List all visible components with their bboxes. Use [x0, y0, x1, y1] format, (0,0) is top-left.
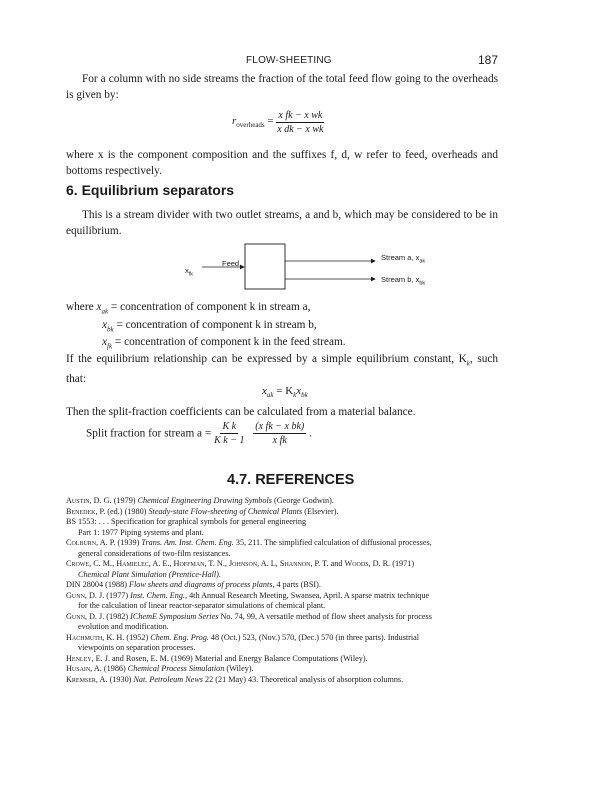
definition-row: where $x_{ak}$ = concentration of component k in stream a, — [66, 301, 311, 316]
definition-row: $x_{fk}$ = concentration of component k in the feed stream. — [102, 336, 346, 351]
separator-box — [245, 244, 285, 289]
split-fraction-denominator-2: x fk — [272, 435, 287, 446]
stream-a-label: Stream a, $x_{ak}$ — [381, 253, 426, 265]
material-balance-paragraph: Then the split-fraction coefficients can be calculated from a material balance. — [66, 406, 416, 418]
reference-item: Colburn, A. P. (1939) Trans. Am. Inst. Chem. Eng. 35, 211. The simplified calculation of diffusional processes, general considerations of two-film resistances. — [66, 538, 432, 558]
reference-item: Gunn, D. J. (1977) Inst. Chem. Eng., 4th Annual Research Meeting, Swansea, April. A sparse matrix technique for the calculation of linear reactor-separator simulations of chemical plant. — [66, 590, 430, 610]
intro-paragraph: For a column with no side streams the fraction of the total feed flow going to the overheads is given by: — [66, 73, 498, 101]
reference-item: Gunn, D. J. (1982) IChemE Symposium Series No. 74, 99, A versatile method of flow sheet analysis for process evolution and modification. — [66, 611, 432, 631]
reference-item: DIN 28004 (1988) Flow sheets and diagrams of process plants, 4 parts (BSI). — [66, 580, 321, 589]
equilibrium-separator-diagram — [170, 242, 430, 294]
split-fraction-label: Split fraction for stream a = — [86, 427, 212, 440]
stream-divider-paragraph: This is a stream divider with two outlet streams, a and b, which may be considered to be in equilibrium. — [66, 209, 498, 237]
split-fraction-numerator-2: (x fk − x bk) — [255, 421, 305, 432]
definition-row: $x_{bk}$ = concentration of component k in stream b, — [102, 319, 317, 334]
feed-label: Feed — [222, 259, 240, 268]
reference-item: Benedek, P. (ed.) (1980) Steady-state Flow-sheeting of Chemical Plants (Elsevier). — [66, 506, 339, 516]
reference-item: Husain, A. (1986) Chemical Process Simulation (Wiley). — [66, 664, 254, 673]
suffix-definition-paragraph: where x is the component composition and the suffixes f, d, w refer to feed, overheads and bottoms respectively. — [66, 149, 498, 177]
reference-item: Hachmuth, K. H. (1952) Chem. Eng. Prog. 48 (Oct.) 523, (Nov.) 570, (Dec.) 570 (in three parts). Industrial viewpoints on separation processes. — [66, 632, 420, 652]
reference-item: Henley, E. J. and Rosen, E. M. (1969) Material and Energy Balance Computations (Wiley). — [66, 653, 368, 663]
feed-variable: $x_{fk}$ — [185, 266, 194, 278]
stream-b-label: Stream b, $x_{bk}$ — [381, 275, 426, 287]
references-heading: 4.7. REFERENCES — [227, 472, 355, 488]
reference-list — [66, 496, 506, 685]
reference-item: Austin, D. G. (1979) Chemical Engineering Drawing Symbols (George Godwin). — [66, 496, 334, 505]
overheads-fraction-equation: $r_{overheads}$ = $\frac{\text{x fk − x wk}}{\text{x dk − x wk}}$ — [232, 110, 324, 135]
reference-item: Crowe, C. M., Hamielec, A. E., Hoffman, T. N., Johnson, A. L, Shannon, P. T. and Woods, D. R. (1971) Chemical Plant Simulation (Prentice-Hall). — [66, 559, 415, 579]
section-heading: 6. Equilibrium separators — [66, 182, 235, 198]
equation-numerator: x fk − x wk — [278, 110, 323, 121]
reference-item: BS 1553: . . . Specification for graphical symbols for general engineering Part 1: 1977 Piping systems and plant. — [66, 517, 307, 537]
split-fraction-numerator-1: K k — [222, 421, 237, 432]
equilibrium-equation: $x_{ak} = K_kx_{bk}$ — [262, 385, 308, 400]
equilibrium-constant-paragraph: If the equilibrium relationship can be expressed by a simple equilibrium constant, $K_k$, such that: — [66, 353, 499, 386]
reference-item: Kremser, A. (1930) Nat. Petroleum News 22 (21 May) 43. Theoretical analysis of absorption columns. — [66, 674, 404, 684]
running-title: FLOW-SHEETING — [246, 55, 332, 66]
page-number: 187 — [478, 53, 499, 67]
equation-denominator: x dk − x wk — [277, 124, 324, 135]
split-fraction-denominator-1: K k − 1 — [214, 435, 245, 446]
split-fraction-equation: Split fraction for stream a = $\frac{\text{K k}}{\text{K k − 1}}$ $\frac{\text{(x fk − x bk)}}{\text{x fk}}$ . — [86, 421, 312, 446]
